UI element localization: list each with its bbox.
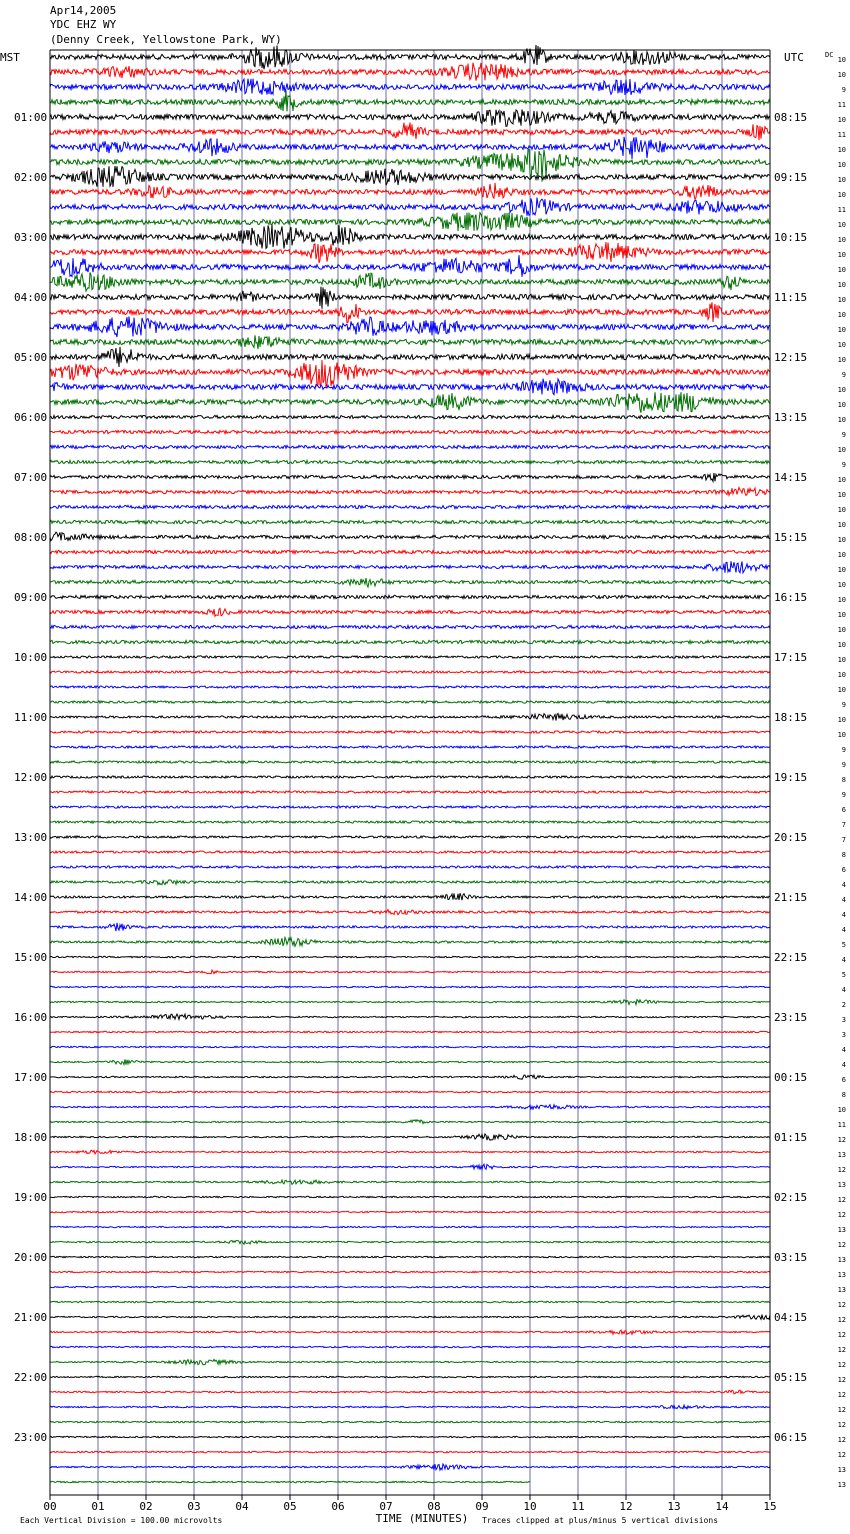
trace-row: [50, 123, 770, 141]
trace-row: [50, 360, 770, 388]
x-tick-label: 08: [427, 1500, 441, 1513]
dc-offset-value: 10: [837, 341, 846, 349]
dc-offset-value: 10: [837, 551, 846, 559]
left-hour-label: 12:00: [14, 771, 48, 784]
trace-row: [50, 686, 770, 688]
dc-offset-value: 10: [837, 296, 846, 304]
left-hour-label: 03:00: [14, 231, 48, 244]
trace-row: [50, 640, 770, 643]
dc-offset-value: 10: [837, 56, 846, 64]
trace-row: [50, 1134, 770, 1140]
dc-offset-value: 4: [841, 1046, 846, 1054]
trace-row: [50, 1346, 770, 1347]
trace-row: [50, 776, 770, 778]
dc-offset-value: 10: [837, 521, 846, 529]
trace-row: [50, 1091, 770, 1092]
dc-offset-value: 12: [837, 1436, 846, 1444]
dc-offset-value: 10: [837, 116, 846, 124]
trace-row: [50, 505, 770, 508]
x-tick-label: 13: [667, 1500, 681, 1513]
trace-row: [50, 347, 770, 367]
dc-offset-value: 10: [837, 416, 846, 424]
dc-offset-value: 10: [837, 641, 846, 649]
dc-offset-value: 6: [841, 1076, 846, 1084]
right-hour-label: 18:15: [774, 711, 808, 724]
trace-row: [50, 970, 770, 974]
trace-row: [50, 316, 770, 337]
trace-row: [50, 578, 770, 587]
x-tick-label: 03: [187, 1500, 201, 1513]
dc-offset-value: 3: [841, 1016, 846, 1024]
dc-offset-value: 4: [841, 956, 846, 964]
right-hour-label: 02:15: [774, 1191, 808, 1204]
dc-offset-value: 8: [841, 776, 846, 784]
right-hour-label: 14:15: [774, 471, 808, 484]
dc-offset-value: 9: [841, 431, 846, 439]
dc-offset-value: 8: [841, 1091, 846, 1099]
dc-offset-value: 10: [837, 146, 846, 154]
dc-offset-value: 11: [837, 206, 846, 214]
trace-row: [50, 1436, 770, 1437]
left-hour-label: 01:00: [14, 111, 48, 124]
x-tick-label: 11: [571, 1500, 585, 1513]
dc-offset-value: 10: [837, 686, 846, 694]
dc-offset-value: 12: [837, 1331, 846, 1339]
dc-offset-value: 10: [837, 1106, 846, 1114]
trace-row: [50, 1226, 770, 1227]
trace-row: [50, 1271, 770, 1272]
footer-scale-note: Each Vertical Division = 100.00 microvolts: [20, 1516, 223, 1525]
trace-row: [50, 488, 770, 496]
trace-row: [50, 1031, 770, 1032]
dc-offset-value: 13: [837, 1481, 846, 1489]
dc-offset-value: 10: [837, 191, 846, 199]
dc-offset-value: 12: [837, 1301, 846, 1309]
trace-row: [50, 1405, 770, 1409]
x-tick-label: 01: [91, 1500, 105, 1513]
left-hour-label: 19:00: [14, 1191, 48, 1204]
trace-row: [50, 166, 770, 187]
right-hour-label: 03:15: [774, 1251, 808, 1264]
trace-row: [50, 746, 770, 748]
left-hour-label: 20:00: [14, 1251, 48, 1264]
x-tick-label: 07: [379, 1500, 393, 1513]
dc-offset-value: 13: [837, 1271, 846, 1279]
trace-row: [50, 1150, 770, 1154]
trace-row: [50, 1421, 770, 1422]
dc-offset-value: 9: [841, 461, 846, 469]
trace-row: [50, 836, 770, 838]
trace-row: [50, 1046, 770, 1047]
dc-offset-value: 10: [837, 626, 846, 634]
trace-row: [50, 595, 770, 598]
x-tick-label: 05: [283, 1500, 297, 1513]
trace-row: [50, 79, 770, 95]
dc-offset-value: 10: [837, 671, 846, 679]
left-hour-label: 18:00: [14, 1131, 48, 1144]
trace-row: [50, 986, 770, 987]
trace-row: [50, 893, 770, 900]
trace-row: [50, 806, 770, 808]
x-tick-label: 15: [763, 1500, 777, 1513]
left-hour-label: 04:00: [14, 291, 48, 304]
dc-offset-value: 10: [837, 476, 846, 484]
right-hour-label: 09:15: [774, 171, 808, 184]
trace-row: [50, 1330, 770, 1334]
trace-row: [50, 1075, 770, 1079]
trace-row: [50, 761, 770, 763]
dc-offset-value: 12: [837, 1166, 846, 1174]
dc-offset-value: 4: [841, 881, 846, 889]
dc-offset-value: 4: [841, 1061, 846, 1069]
left-hour-label: 16:00: [14, 1011, 48, 1024]
right-hour-label: 05:15: [774, 1371, 808, 1384]
dc-offset-value: 10: [837, 386, 846, 394]
trace-row: [50, 656, 770, 658]
trace-row: [50, 923, 770, 931]
dc-offset-value: 4: [841, 896, 846, 904]
trace-row: [50, 213, 770, 231]
trace-row: [50, 532, 770, 540]
dc-offset-value: 13: [837, 1256, 846, 1264]
trace-row: [50, 273, 770, 292]
dc-offset-value: 12: [837, 1316, 846, 1324]
left-hour-label: 02:00: [14, 171, 48, 184]
right-hour-label: 12:15: [774, 351, 808, 364]
dc-offset-value: 10: [837, 506, 846, 514]
trace-row: [50, 1390, 770, 1394]
x-tick-label: 00: [43, 1500, 57, 1513]
right-hour-label: 11:15: [774, 291, 808, 304]
dc-offset-value: 13: [837, 1286, 846, 1294]
x-tick-label: 04: [235, 1500, 249, 1513]
trace-row: [50, 671, 770, 673]
dc-offset-value: 9: [841, 701, 846, 709]
dc-offset-value: 12: [837, 1196, 846, 1204]
left-hour-label: 09:00: [14, 591, 48, 604]
dc-offset-value: 10: [837, 71, 846, 79]
right-hour-label: 15:15: [774, 531, 808, 544]
trace-row: [50, 625, 770, 628]
trace-row: [50, 910, 770, 915]
trace-row: [50, 415, 770, 418]
dc-offset-value: 12: [837, 1451, 846, 1459]
trace-row: [50, 714, 770, 721]
dc-offset-value: 2: [841, 1001, 846, 1009]
x-tick-label: 14: [715, 1500, 729, 1513]
x-tick-label: 12: [619, 1500, 633, 1513]
trace-row: [50, 90, 770, 111]
trace-row: [50, 1301, 770, 1302]
left-hour-label: 11:00: [14, 711, 48, 724]
trace-row: [50, 866, 770, 868]
trace-row: [50, 1164, 770, 1169]
right-hour-label: 23:15: [774, 1011, 808, 1024]
dc-offset-value: 4: [841, 911, 846, 919]
dc-offset-value: 12: [837, 1391, 846, 1399]
dc-offset-value: 13: [837, 1151, 846, 1159]
right-hour-label: 06:15: [774, 1431, 808, 1444]
right-hour-label: 20:15: [774, 831, 808, 844]
x-tick-label: 10: [523, 1500, 537, 1513]
station-location: (Denny Creek, Yellowstone Park, WY): [50, 33, 282, 46]
trace-row: [50, 1359, 770, 1364]
dc-offset-value: 9: [841, 371, 846, 379]
dc-offset-value: 13: [837, 1226, 846, 1234]
trace-row: [50, 1464, 770, 1470]
dc-offset-value: 10: [837, 326, 846, 334]
dc-offset-value: 10: [837, 251, 846, 259]
dc-offset-value: 8: [841, 851, 846, 859]
right-hour-label: 16:15: [774, 591, 808, 604]
trace-row: [50, 1000, 770, 1005]
right-hour-label: 04:15: [774, 1311, 808, 1324]
dc-offset-value: 12: [837, 1376, 846, 1384]
dc-offset-value: 10: [837, 356, 846, 364]
trace-row: [50, 473, 770, 481]
right-hour-label: 19:15: [774, 771, 808, 784]
left-hour-label: 14:00: [14, 891, 48, 904]
trace-row: [50, 1376, 770, 1377]
trace-row: [50, 460, 770, 463]
right-hour-label: 08:15: [774, 111, 808, 124]
left-hour-label: 17:00: [14, 1071, 48, 1084]
trace-row: [50, 1451, 770, 1452]
trace-row: [50, 1120, 770, 1124]
trace-row: [50, 791, 770, 793]
trace-row: [50, 550, 770, 553]
trace-row: [50, 150, 770, 182]
dc-offset-value: 10: [837, 491, 846, 499]
x-tick-label: 09: [475, 1500, 489, 1513]
dc-offset-value: 10: [837, 716, 846, 724]
dc-offset-value: 10: [837, 566, 846, 574]
trace-row: [50, 851, 770, 853]
dc-offset-value: 10: [837, 401, 846, 409]
right-hour-label: 10:15: [774, 231, 808, 244]
trace-row: [50, 198, 770, 216]
left-hour-label: 06:00: [14, 411, 48, 424]
trace-row: [50, 45, 770, 69]
right-hour-label: 21:15: [774, 891, 808, 904]
dc-offset-value: 12: [837, 1421, 846, 1429]
right-hour-label: 22:15: [774, 951, 808, 964]
trace-row: [50, 255, 770, 277]
trace-row: [50, 242, 770, 263]
trace-row: [50, 1014, 770, 1019]
axis-labels: [0, 51, 846, 1525]
trace-row: [50, 1256, 770, 1257]
dc-offset-value: 10: [837, 596, 846, 604]
right-hour-label: 17:15: [774, 651, 808, 664]
x-axis-title: TIME (MINUTES): [375, 1512, 469, 1525]
trace-row: [50, 608, 770, 616]
station-code: YDC EHZ WY: [50, 18, 117, 31]
trace-row: [50, 225, 770, 249]
trace-row: [50, 137, 770, 159]
dc-offset-header: DC: [825, 51, 834, 59]
trace-row: [50, 1196, 770, 1197]
trace-row: [50, 302, 770, 322]
dc-offset-value: 12: [837, 1361, 846, 1369]
dc-offset-value: 9: [841, 761, 846, 769]
dc-offset-value: 10: [837, 536, 846, 544]
left-hour-label: 21:00: [14, 1311, 48, 1324]
dc-offset-value: 10: [837, 581, 846, 589]
left-hour-label: 05:00: [14, 351, 48, 364]
trace-row: [50, 1059, 770, 1064]
dc-offset-value: 10: [837, 236, 846, 244]
right-hour-label: 00:15: [774, 1071, 808, 1084]
trace-row: [50, 430, 770, 433]
trace-row: [50, 1180, 770, 1185]
dc-offset-value: 10: [837, 311, 846, 319]
dc-offset-value: 9: [841, 746, 846, 754]
trace-row: [50, 287, 770, 309]
trace-row: [50, 701, 770, 703]
trace-row: [50, 445, 770, 448]
dc-offset-value: 5: [841, 941, 846, 949]
left-hour-label: 10:00: [14, 651, 48, 664]
trace-row: [50, 1105, 770, 1109]
trace-row: [50, 335, 770, 349]
right-hour-label: 13:15: [774, 411, 808, 424]
dc-offset-value: 13: [837, 1466, 846, 1474]
trace-row: [50, 1315, 770, 1320]
dc-offset-value: 13: [837, 1181, 846, 1189]
dc-offset-value: 12: [837, 1136, 846, 1144]
seismogram-traces: [50, 45, 770, 1483]
trace-row: [50, 1211, 770, 1212]
chart-date: Apr14,2005: [50, 4, 117, 17]
dc-offset-value: 9: [841, 791, 846, 799]
trace-row: [50, 63, 770, 81]
left-hour-label: 13:00: [14, 831, 48, 844]
x-tick-label: 06: [331, 1500, 345, 1513]
left-hour-label: 08:00: [14, 531, 48, 544]
dc-offset-value: 4: [841, 926, 846, 934]
trace-row: [50, 731, 770, 733]
dc-offset-value: 10: [837, 221, 846, 229]
dc-offset-value: 10: [837, 656, 846, 664]
dc-offset-value: 6: [841, 806, 846, 814]
trace-row: [50, 379, 770, 395]
dc-offset-value: 10: [837, 161, 846, 169]
right-timezone-label: UTC: [784, 51, 804, 64]
trace-row: [50, 821, 770, 823]
dc-offset-value: 12: [837, 1211, 846, 1219]
dc-offset-value: 5: [841, 971, 846, 979]
dc-offset-value: 12: [837, 1406, 846, 1414]
right-hour-label: 01:15: [774, 1131, 808, 1144]
dc-offset-value: 10: [837, 281, 846, 289]
dc-offset-value: 9: [841, 86, 846, 94]
dc-offset-value: 10: [837, 611, 846, 619]
dc-offset-value: 12: [837, 1346, 846, 1354]
trace-row: [50, 880, 770, 885]
dc-offset-value: 3: [841, 1031, 846, 1039]
dc-offset-value: 11: [837, 101, 846, 109]
x-tick-label: 02: [139, 1500, 153, 1513]
dc-offset-value: 10: [837, 266, 846, 274]
trace-row: [50, 938, 770, 947]
trace-row: [50, 1286, 770, 1287]
trace-row: [50, 183, 770, 199]
dc-offset-value: 12: [837, 1241, 846, 1249]
trace-row: [50, 956, 770, 957]
dc-offset-value: 4: [841, 986, 846, 994]
dc-offset-value: 10: [837, 731, 846, 739]
trace-row: [50, 520, 770, 523]
trace-row: [50, 561, 770, 573]
left-hour-label: 07:00: [14, 471, 48, 484]
dc-offset-value: 10: [837, 446, 846, 454]
left-hour-label: 23:00: [14, 1431, 48, 1444]
left-timezone-label: MST: [0, 51, 20, 64]
left-hour-label: 22:00: [14, 1371, 48, 1384]
dc-offset-value: 11: [837, 1121, 846, 1129]
trace-row: [50, 1241, 770, 1245]
dc-offset-value: 6: [841, 866, 846, 874]
dc-offset-value: 7: [841, 836, 846, 844]
left-hour-label: 15:00: [14, 951, 48, 964]
dc-offset-value: 10: [837, 176, 846, 184]
dc-offset-value: 7: [841, 821, 846, 829]
trace-row: [50, 392, 770, 413]
dc-offset-value: 11: [837, 131, 846, 139]
footer-clip-note: Traces clipped at plus/minus 5 vertical divisions: [482, 1516, 719, 1525]
